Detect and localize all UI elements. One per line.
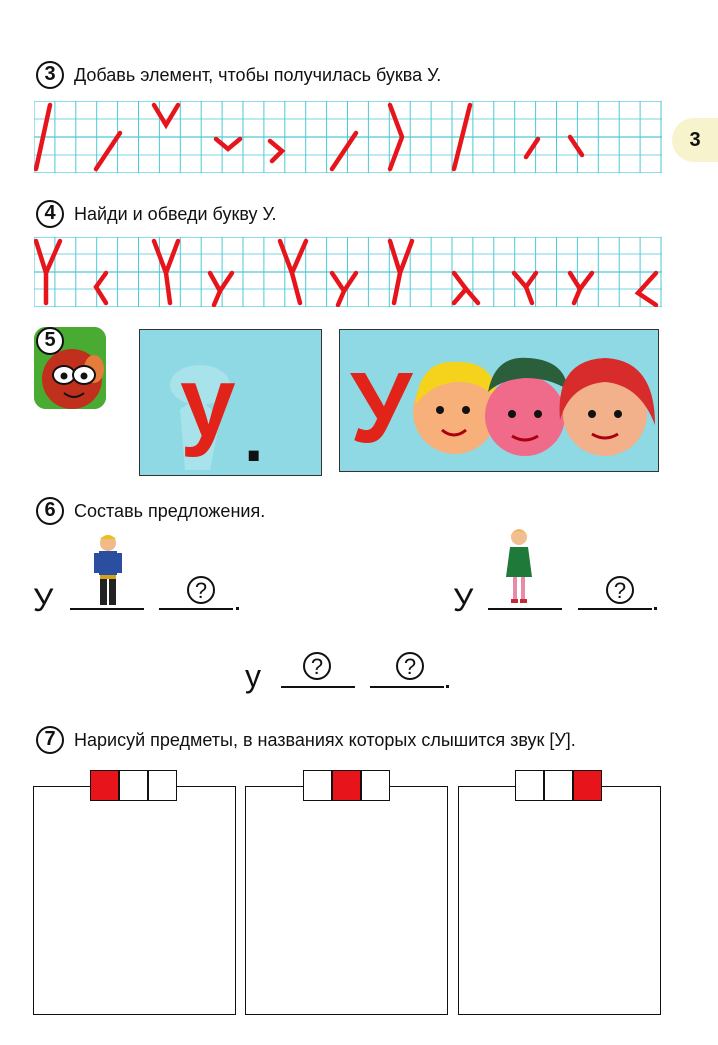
sound-cell [90,770,119,801]
question-mark-icon: ? [606,576,634,604]
task-4-number: 4 [36,200,64,228]
sentence-3-blank-2[interactable] [370,686,444,688]
task-5-number: 5 [36,327,64,355]
task-3-number: 3 [36,61,64,89]
girl-figure-icon [503,527,535,607]
drawing-frame-2[interactable] [245,786,448,1015]
drawing-frame-1[interactable] [33,786,236,1015]
sentence-1-blank-2[interactable] [159,608,233,610]
question-mark-icon: ? [303,652,331,680]
question-mark-icon: ? [396,652,424,680]
letter-card-lowercase [139,329,322,476]
sentence-1-period [236,607,239,610]
task-7-text: Нарисуй предметы, в названиях которых слышится звук [У]. [74,730,576,750]
sentence-3-blank-1[interactable] [281,686,355,688]
sound-cell [515,770,544,801]
lowercase-letter: у [180,346,236,458]
sound-cell [544,770,573,801]
page-number: 3 [672,118,718,162]
sentence-3-letter: у [245,658,261,694]
sound-cell [148,770,177,801]
task-3-grid[interactable] [34,101,662,173]
task-6-text: Составь предложения. [74,501,266,521]
task-4-grid[interactable] [34,237,662,307]
sound-cell [573,770,602,801]
letter-card-uppercase [339,329,659,472]
task-4-text: Найди и обведи букву У. [74,204,277,224]
uppercase-letter: У [350,352,413,464]
task-7-number: 7 [36,726,64,754]
sentence-2-blank-1[interactable] [488,608,562,610]
sound-cell [332,770,361,801]
sentence-2-letter: У [453,582,474,618]
question-mark-icon: ? [187,576,215,604]
sentence-2-period [654,607,657,610]
sound-cell [303,770,332,801]
sound-cell [119,770,148,801]
children-faces-icon [400,330,659,472]
letter-period: . [244,398,264,476]
task-3-text: Добавь элемент, чтобы получилась буква У. [74,65,442,85]
drawing-frame-3[interactable] [458,786,661,1015]
sound-cell [361,770,390,801]
task-6-number: 6 [36,497,64,525]
sentence-3-period [446,685,449,688]
boy-figure-icon [90,533,126,609]
sentence-2-blank-2[interactable] [578,608,652,610]
sentence-1-letter: У [33,582,54,618]
